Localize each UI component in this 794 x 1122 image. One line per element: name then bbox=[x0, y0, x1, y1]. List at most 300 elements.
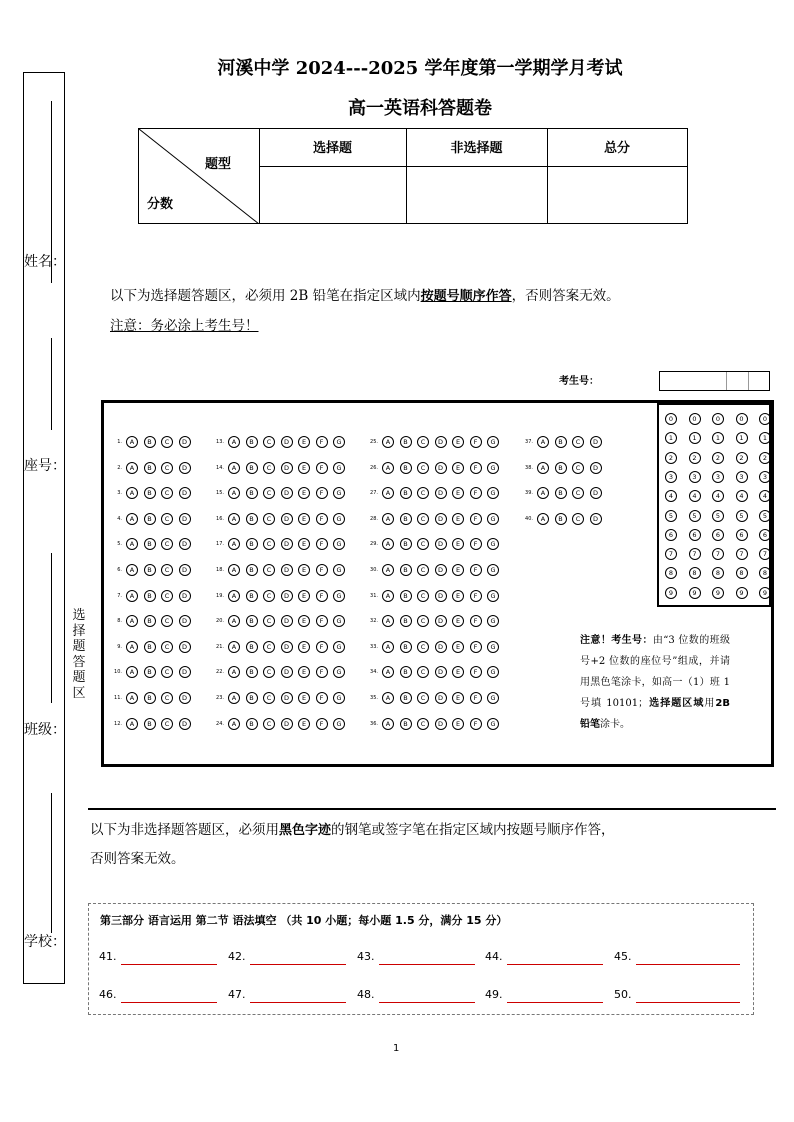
answer-bubble[interactable]: F bbox=[316, 462, 328, 474]
answer-bubble[interactable]: B bbox=[246, 462, 258, 474]
id-digit-bubble[interactable]: 1 bbox=[665, 432, 677, 444]
id-digit-bubble[interactable]: 6 bbox=[712, 529, 724, 541]
answer-bubble[interactable]: E bbox=[298, 666, 310, 678]
answer-bubble[interactable]: G bbox=[333, 641, 345, 653]
id-digit-bubble[interactable]: 1 bbox=[759, 432, 771, 444]
answer-bubble[interactable]: E bbox=[298, 538, 310, 550]
id-digit-bubble[interactable]: 4 bbox=[689, 490, 701, 502]
answer-bubble[interactable]: B bbox=[246, 718, 258, 730]
answer-bubble[interactable]: B bbox=[246, 590, 258, 602]
answer-bubble[interactable]: G bbox=[333, 436, 345, 448]
answer-bubble[interactable]: A bbox=[126, 718, 138, 730]
answer-bubble[interactable]: A bbox=[126, 615, 138, 627]
answer-bubble[interactable]: F bbox=[470, 513, 482, 525]
answer-bubble[interactable]: E bbox=[452, 718, 464, 730]
answer-bubble[interactable]: D bbox=[435, 692, 447, 704]
answer-bubble[interactable]: C bbox=[263, 538, 275, 550]
answer-bubble[interactable]: C bbox=[161, 641, 173, 653]
answer-bubble[interactable]: D bbox=[281, 564, 293, 576]
answer-bubble[interactable]: A bbox=[228, 462, 240, 474]
id-digit-bubble[interactable]: 5 bbox=[665, 510, 677, 522]
answer-bubble[interactable]: E bbox=[452, 692, 464, 704]
answer-bubble[interactable]: B bbox=[555, 462, 567, 474]
answer-bubble[interactable]: A bbox=[382, 462, 394, 474]
answer-bubble[interactable]: C bbox=[263, 666, 275, 678]
answer-bubble[interactable]: C bbox=[417, 538, 429, 550]
answer-bubble[interactable]: B bbox=[400, 487, 412, 499]
answer-bubble[interactable]: B bbox=[246, 641, 258, 653]
answer-bubble[interactable]: F bbox=[470, 538, 482, 550]
answer-bubble[interactable]: C bbox=[161, 590, 173, 602]
answer-bubble[interactable]: D bbox=[179, 692, 191, 704]
answer-bubble[interactable]: F bbox=[316, 513, 328, 525]
answer-bubble[interactable]: C bbox=[572, 487, 584, 499]
answer-bubble[interactable]: G bbox=[487, 615, 499, 627]
answer-bubble[interactable]: E bbox=[298, 692, 310, 704]
answer-bubble[interactable]: B bbox=[246, 692, 258, 704]
id-digit-bubble[interactable]: 7 bbox=[736, 548, 748, 560]
answer-bubble[interactable]: E bbox=[452, 590, 464, 602]
answer-bubble[interactable]: A bbox=[126, 564, 138, 576]
id-digit-bubble[interactable]: 6 bbox=[736, 529, 748, 541]
answer-bubble[interactable]: B bbox=[144, 462, 156, 474]
id-digit-bubble[interactable]: 4 bbox=[736, 490, 748, 502]
answer-bubble[interactable]: D bbox=[435, 615, 447, 627]
answer-bubble[interactable]: G bbox=[333, 564, 345, 576]
answer-bubble[interactable]: D bbox=[435, 538, 447, 550]
id-digit-bubble[interactable]: 9 bbox=[759, 587, 771, 599]
id-digit-bubble[interactable]: 4 bbox=[712, 490, 724, 502]
id-digit-bubble[interactable]: 3 bbox=[759, 471, 771, 483]
answer-bubble[interactable]: B bbox=[400, 590, 412, 602]
id-digit-bubble[interactable]: 4 bbox=[759, 490, 771, 502]
answer-bubble[interactable]: B bbox=[400, 692, 412, 704]
answer-bubble[interactable]: F bbox=[470, 641, 482, 653]
answer-bubble[interactable]: F bbox=[316, 538, 328, 550]
score-table bbox=[138, 128, 688, 224]
answer-bubble[interactable]: C bbox=[572, 513, 584, 525]
blank-number: 48. bbox=[357, 988, 375, 1001]
answer-bubble[interactable]: G bbox=[333, 487, 345, 499]
answer-bubble[interactable]: E bbox=[452, 564, 464, 576]
answer-bubble[interactable]: B bbox=[246, 538, 258, 550]
answer-bubble[interactable]: C bbox=[263, 487, 275, 499]
answer-bubble[interactable]: F bbox=[316, 641, 328, 653]
answer-bubble[interactable]: A bbox=[126, 487, 138, 499]
question-number: 22. bbox=[216, 669, 224, 676]
answer-bubble[interactable]: B bbox=[400, 615, 412, 627]
answer-bubble[interactable]: G bbox=[487, 666, 499, 678]
answer-bubble[interactable]: D bbox=[435, 718, 447, 730]
answer-bubble[interactable]: D bbox=[281, 513, 293, 525]
answer-bubble[interactable]: C bbox=[161, 436, 173, 448]
id-digit-bubble[interactable]: 1 bbox=[712, 432, 724, 444]
answer-bubble[interactable]: D bbox=[179, 564, 191, 576]
answer-bubble[interactable]: A bbox=[228, 641, 240, 653]
answer-bubble[interactable]: E bbox=[452, 615, 464, 627]
id-digit-bubble[interactable]: 5 bbox=[712, 510, 724, 522]
answer-blank[interactable] bbox=[636, 1002, 740, 1003]
answer-bubble[interactable]: B bbox=[144, 590, 156, 602]
id-digit-bubble[interactable]: 4 bbox=[665, 490, 677, 502]
answer-bubble[interactable]: B bbox=[144, 666, 156, 678]
answer-bubble[interactable]: F bbox=[470, 487, 482, 499]
answer-bubble[interactable]: C bbox=[417, 513, 429, 525]
answer-bubble[interactable]: F bbox=[470, 436, 482, 448]
answer-bubble[interactable]: C bbox=[417, 718, 429, 730]
answer-bubble[interactable]: D bbox=[435, 487, 447, 499]
answer-bubble[interactable]: E bbox=[298, 462, 310, 474]
answer-bubble[interactable]: C bbox=[161, 615, 173, 627]
answer-bubble[interactable]: F bbox=[316, 564, 328, 576]
answer-blank[interactable] bbox=[507, 964, 603, 965]
answer-bubble[interactable]: C bbox=[417, 436, 429, 448]
answer-bubble[interactable]: A bbox=[126, 436, 138, 448]
answer-bubble[interactable]: C bbox=[161, 538, 173, 550]
answer-bubble[interactable]: D bbox=[281, 462, 293, 474]
id-digit-bubble[interactable]: 8 bbox=[712, 567, 724, 579]
answer-bubble[interactable]: D bbox=[179, 436, 191, 448]
answer-bubble[interactable]: A bbox=[126, 666, 138, 678]
answer-bubble[interactable]: G bbox=[487, 564, 499, 576]
answer-bubble[interactable]: F bbox=[470, 462, 482, 474]
id-digit-bubble[interactable]: 2 bbox=[689, 452, 701, 464]
answer-bubble[interactable]: B bbox=[144, 564, 156, 576]
answer-bubble[interactable]: B bbox=[555, 487, 567, 499]
answer-bubble[interactable]: C bbox=[263, 564, 275, 576]
answer-bubble[interactable]: A bbox=[382, 436, 394, 448]
answer-bubble[interactable]: B bbox=[400, 513, 412, 525]
answer-bubble[interactable]: B bbox=[400, 564, 412, 576]
answer-bubble[interactable]: G bbox=[487, 436, 499, 448]
answer-bubble[interactable]: B bbox=[400, 538, 412, 550]
answer-bubble[interactable]: B bbox=[555, 513, 567, 525]
answer-bubble[interactable]: A bbox=[537, 513, 549, 525]
answer-bubble[interactable]: D bbox=[179, 590, 191, 602]
id-digit-bubble[interactable]: 7 bbox=[665, 548, 677, 560]
answer-bubble[interactable]: A bbox=[228, 564, 240, 576]
answer-bubble[interactable]: D bbox=[179, 513, 191, 525]
answer-bubble[interactable]: D bbox=[590, 513, 602, 525]
answer-bubble[interactable]: A bbox=[382, 564, 394, 576]
answer-bubble[interactable]: D bbox=[179, 718, 191, 730]
answer-bubble[interactable]: D bbox=[281, 615, 293, 627]
answer-blank[interactable] bbox=[250, 1002, 346, 1003]
answer-bubble[interactable]: A bbox=[126, 462, 138, 474]
answer-bubble[interactable]: A bbox=[126, 641, 138, 653]
id-digit-bubble[interactable]: 0 bbox=[665, 413, 677, 425]
id-digit-bubble[interactable]: 8 bbox=[759, 567, 771, 579]
answer-bubble[interactable]: A bbox=[382, 615, 394, 627]
id-digit-bubble[interactable]: 9 bbox=[665, 587, 677, 599]
answer-bubble[interactable]: E bbox=[298, 718, 310, 730]
answer-bubble[interactable]: C bbox=[263, 590, 275, 602]
answer-bubble[interactable]: F bbox=[470, 615, 482, 627]
answer-blank[interactable] bbox=[636, 964, 740, 965]
answer-bubble[interactable]: G bbox=[333, 538, 345, 550]
id-digit-bubble[interactable]: 5 bbox=[736, 510, 748, 522]
exam-id-boxes[interactable] bbox=[659, 371, 770, 391]
answer-bubble[interactable]: G bbox=[333, 718, 345, 730]
answer-bubble[interactable]: A bbox=[382, 538, 394, 550]
answer-bubble[interactable]: C bbox=[417, 590, 429, 602]
id-digit-bubble[interactable]: 7 bbox=[759, 548, 771, 560]
answer-bubble[interactable]: G bbox=[487, 487, 499, 499]
answer-bubble[interactable]: A bbox=[228, 666, 240, 678]
answer-bubble[interactable]: B bbox=[144, 692, 156, 704]
answer-bubble[interactable]: D bbox=[435, 513, 447, 525]
answer-bubble[interactable]: A bbox=[126, 692, 138, 704]
answer-bubble[interactable]: D bbox=[281, 718, 293, 730]
answer-bubble[interactable]: F bbox=[470, 692, 482, 704]
answer-bubble[interactable]: C bbox=[417, 692, 429, 704]
answer-blank[interactable] bbox=[250, 964, 346, 965]
id-digit-bubble[interactable]: 8 bbox=[689, 567, 701, 579]
answer-bubble[interactable]: B bbox=[144, 436, 156, 448]
answer-blank[interactable] bbox=[379, 1002, 475, 1003]
answer-bubble[interactable]: F bbox=[316, 666, 328, 678]
answer-bubble[interactable]: B bbox=[144, 718, 156, 730]
answer-bubble[interactable]: A bbox=[228, 513, 240, 525]
id-digit-bubble[interactable]: 3 bbox=[736, 471, 748, 483]
answer-bubble[interactable]: C bbox=[417, 487, 429, 499]
answer-bubble[interactable]: F bbox=[470, 564, 482, 576]
id-digit-bubble[interactable]: 2 bbox=[665, 452, 677, 464]
answer-bubble[interactable]: G bbox=[487, 590, 499, 602]
answer-bubble[interactable]: A bbox=[382, 641, 394, 653]
answer-bubble[interactable]: G bbox=[333, 462, 345, 474]
answer-bubble[interactable]: D bbox=[179, 538, 191, 550]
id-digit-bubble[interactable]: 6 bbox=[665, 529, 677, 541]
answer-bubble[interactable]: C bbox=[417, 564, 429, 576]
answer-bubble[interactable]: C bbox=[572, 436, 584, 448]
answer-bubble[interactable]: B bbox=[555, 436, 567, 448]
id-digit-bubble[interactable]: 8 bbox=[736, 567, 748, 579]
answer-bubble[interactable]: E bbox=[452, 487, 464, 499]
answer-bubble[interactable]: E bbox=[452, 462, 464, 474]
answer-bubble[interactable]: D bbox=[435, 666, 447, 678]
answer-bubble[interactable]: C bbox=[263, 718, 275, 730]
id-digit-bubble[interactable]: 7 bbox=[689, 548, 701, 560]
answer-bubble[interactable]: A bbox=[228, 436, 240, 448]
answer-bubble[interactable]: A bbox=[537, 436, 549, 448]
answer-bubble[interactable]: A bbox=[382, 718, 394, 730]
id-digit-bubble[interactable]: 0 bbox=[759, 413, 771, 425]
answer-bubble[interactable]: D bbox=[179, 666, 191, 678]
id-digit-bubble[interactable]: 5 bbox=[759, 510, 771, 522]
answer-bubble[interactable]: B bbox=[246, 615, 258, 627]
answer-bubble[interactable]: D bbox=[179, 487, 191, 499]
answer-bubble[interactable]: B bbox=[400, 436, 412, 448]
answer-bubble[interactable]: A bbox=[537, 462, 549, 474]
answer-bubble[interactable]: B bbox=[400, 718, 412, 730]
answer-bubble[interactable]: F bbox=[316, 718, 328, 730]
blank-number: 46. bbox=[99, 988, 117, 1001]
answer-bubble[interactable]: A bbox=[126, 513, 138, 525]
answer-bubble[interactable]: C bbox=[161, 718, 173, 730]
answer-bubble[interactable]: D bbox=[281, 692, 293, 704]
answer-bubble[interactable]: G bbox=[333, 666, 345, 678]
answer-bubble[interactable]: A bbox=[126, 590, 138, 602]
answer-bubble[interactable]: D bbox=[590, 487, 602, 499]
id-digit-bubble[interactable]: 0 bbox=[689, 413, 701, 425]
id-digit-bubble[interactable]: 2 bbox=[736, 452, 748, 464]
answer-bubble[interactable]: B bbox=[400, 462, 412, 474]
answer-bubble[interactable]: F bbox=[470, 718, 482, 730]
answer-bubble[interactable]: A bbox=[537, 487, 549, 499]
id-digit-bubble[interactable]: 6 bbox=[759, 529, 771, 541]
answer-bubble[interactable]: F bbox=[316, 615, 328, 627]
answer-bubble[interactable]: G bbox=[333, 615, 345, 627]
answer-bubble[interactable]: C bbox=[263, 513, 275, 525]
answer-bubble[interactable]: F bbox=[470, 666, 482, 678]
answer-bubble[interactable]: E bbox=[452, 538, 464, 550]
answer-bubble[interactable]: C bbox=[161, 564, 173, 576]
answer-bubble[interactable]: A bbox=[228, 718, 240, 730]
answer-blank[interactable] bbox=[379, 964, 475, 965]
answer-bubble[interactable]: G bbox=[487, 538, 499, 550]
answer-bubble[interactable]: B bbox=[246, 564, 258, 576]
answer-bubble[interactable]: F bbox=[316, 436, 328, 448]
answer-bubble[interactable]: A bbox=[126, 538, 138, 550]
answer-bubble[interactable]: A bbox=[382, 487, 394, 499]
answer-bubble[interactable]: D bbox=[281, 538, 293, 550]
answer-bubble[interactable]: A bbox=[382, 692, 394, 704]
answer-bubble[interactable]: B bbox=[400, 641, 412, 653]
answer-bubble[interactable]: C bbox=[263, 641, 275, 653]
answer-bubble[interactable]: E bbox=[452, 436, 464, 448]
answer-bubble[interactable]: G bbox=[333, 692, 345, 704]
answer-bubble[interactable]: E bbox=[298, 513, 310, 525]
answer-bubble[interactable]: A bbox=[228, 615, 240, 627]
answer-bubble[interactable]: B bbox=[144, 487, 156, 499]
answer-bubble[interactable]: G bbox=[487, 462, 499, 474]
answer-bubble[interactable]: E bbox=[298, 615, 310, 627]
answer-bubble[interactable]: A bbox=[382, 590, 394, 602]
question-number: 7. bbox=[117, 592, 122, 599]
answer-bubble[interactable]: G bbox=[333, 513, 345, 525]
answer-bubble[interactable]: B bbox=[246, 436, 258, 448]
answer-bubble[interactable]: C bbox=[417, 462, 429, 474]
answer-blank[interactable] bbox=[121, 964, 217, 965]
id-digit-bubble[interactable]: 9 bbox=[736, 587, 748, 599]
answer-blank[interactable] bbox=[507, 1002, 603, 1003]
answer-bubble[interactable]: C bbox=[572, 462, 584, 474]
answer-bubble[interactable]: C bbox=[263, 692, 275, 704]
id-digit-bubble[interactable]: 9 bbox=[712, 587, 724, 599]
answer-bubble[interactable]: B bbox=[144, 538, 156, 550]
answer-bubble[interactable]: C bbox=[161, 487, 173, 499]
answer-bubble[interactable]: A bbox=[228, 590, 240, 602]
answer-bubble[interactable]: D bbox=[281, 590, 293, 602]
id-digit-bubble[interactable]: 1 bbox=[689, 432, 701, 444]
answer-bubble[interactable]: A bbox=[382, 666, 394, 678]
id-digit-bubble[interactable]: 3 bbox=[665, 471, 677, 483]
answer-bubble[interactable]: G bbox=[487, 718, 499, 730]
answer-bubble[interactable]: A bbox=[228, 487, 240, 499]
answer-bubble[interactable]: D bbox=[179, 641, 191, 653]
id-digit-bubble[interactable]: 2 bbox=[759, 452, 771, 464]
answer-bubble[interactable]: D bbox=[281, 666, 293, 678]
answer-bubble[interactable]: G bbox=[487, 513, 499, 525]
answer-bubble[interactable]: A bbox=[228, 538, 240, 550]
id-digit-bubble[interactable]: 1 bbox=[736, 432, 748, 444]
answer-bubble[interactable]: D bbox=[435, 564, 447, 576]
question-number: 19. bbox=[216, 592, 224, 599]
id-digit-bubble[interactable]: 3 bbox=[712, 471, 724, 483]
answer-bubble[interactable]: C bbox=[417, 666, 429, 678]
id-digit-bubble[interactable]: 8 bbox=[665, 567, 677, 579]
id-digit-bubble[interactable]: 7 bbox=[712, 548, 724, 560]
answer-bubble[interactable]: F bbox=[316, 692, 328, 704]
id-digit-bubble[interactable]: 0 bbox=[736, 413, 748, 425]
id-digit-bubble[interactable]: 6 bbox=[689, 529, 701, 541]
answer-bubble[interactable]: D bbox=[281, 487, 293, 499]
answer-bubble[interactable]: C bbox=[263, 462, 275, 474]
answer-bubble[interactable]: G bbox=[487, 692, 499, 704]
answer-bubble[interactable]: D bbox=[179, 615, 191, 627]
answer-bubble[interactable]: B bbox=[246, 487, 258, 499]
id-digit-bubble[interactable]: 3 bbox=[689, 471, 701, 483]
answer-bubble[interactable]: E bbox=[452, 666, 464, 678]
answer-bubble[interactable]: F bbox=[316, 487, 328, 499]
answer-bubble[interactable]: D bbox=[435, 436, 447, 448]
answer-bubble[interactable]: G bbox=[487, 641, 499, 653]
answer-bubble[interactable]: D bbox=[590, 462, 602, 474]
answer-bubble[interactable]: F bbox=[470, 590, 482, 602]
answer-bubble[interactable]: F bbox=[316, 590, 328, 602]
answer-bubble[interactable]: B bbox=[246, 666, 258, 678]
answer-bubble[interactable]: G bbox=[333, 590, 345, 602]
answer-bubble[interactable]: D bbox=[435, 641, 447, 653]
answer-bubble[interactable]: D bbox=[281, 641, 293, 653]
id-digit-bubble[interactable]: 9 bbox=[689, 587, 701, 599]
answer-bubble[interactable]: C bbox=[263, 436, 275, 448]
answer-bubble[interactable]: D bbox=[179, 462, 191, 474]
answer-bubble[interactable]: A bbox=[228, 692, 240, 704]
answer-bubble[interactable]: C bbox=[417, 615, 429, 627]
answer-bubble[interactable]: E bbox=[452, 641, 464, 653]
answer-bubble[interactable]: D bbox=[281, 436, 293, 448]
id-digit-bubble[interactable]: 0 bbox=[712, 413, 724, 425]
answer-bubble[interactable]: C bbox=[161, 666, 173, 678]
answer-bubble[interactable]: A bbox=[382, 513, 394, 525]
answer-bubble[interactable]: E bbox=[298, 641, 310, 653]
answer-bubble[interactable]: B bbox=[246, 513, 258, 525]
answer-bubble[interactable]: E bbox=[298, 590, 310, 602]
answer-bubble[interactable]: C bbox=[161, 513, 173, 525]
answer-bubble[interactable]: B bbox=[144, 615, 156, 627]
answer-bubble[interactable]: D bbox=[435, 462, 447, 474]
answer-bubble[interactable]: E bbox=[298, 487, 310, 499]
id-digit-bubble[interactable]: 5 bbox=[689, 510, 701, 522]
answer-bubble[interactable]: C bbox=[161, 692, 173, 704]
answer-bubble[interactable]: D bbox=[435, 590, 447, 602]
answer-blank[interactable] bbox=[121, 1002, 217, 1003]
answer-bubble[interactable]: E bbox=[452, 513, 464, 525]
answer-bubble[interactable]: C bbox=[263, 615, 275, 627]
answer-bubble[interactable]: D bbox=[590, 436, 602, 448]
answer-bubble[interactable]: E bbox=[298, 564, 310, 576]
answer-bubble[interactable]: B bbox=[144, 513, 156, 525]
question-number: 39. bbox=[525, 490, 533, 497]
answer-bubble[interactable]: B bbox=[144, 641, 156, 653]
id-digit-bubble[interactable]: 2 bbox=[712, 452, 724, 464]
answer-bubble[interactable]: B bbox=[400, 666, 412, 678]
answer-bubble[interactable]: C bbox=[417, 641, 429, 653]
answer-bubble[interactable]: E bbox=[298, 436, 310, 448]
answer-bubble[interactable]: C bbox=[161, 462, 173, 474]
